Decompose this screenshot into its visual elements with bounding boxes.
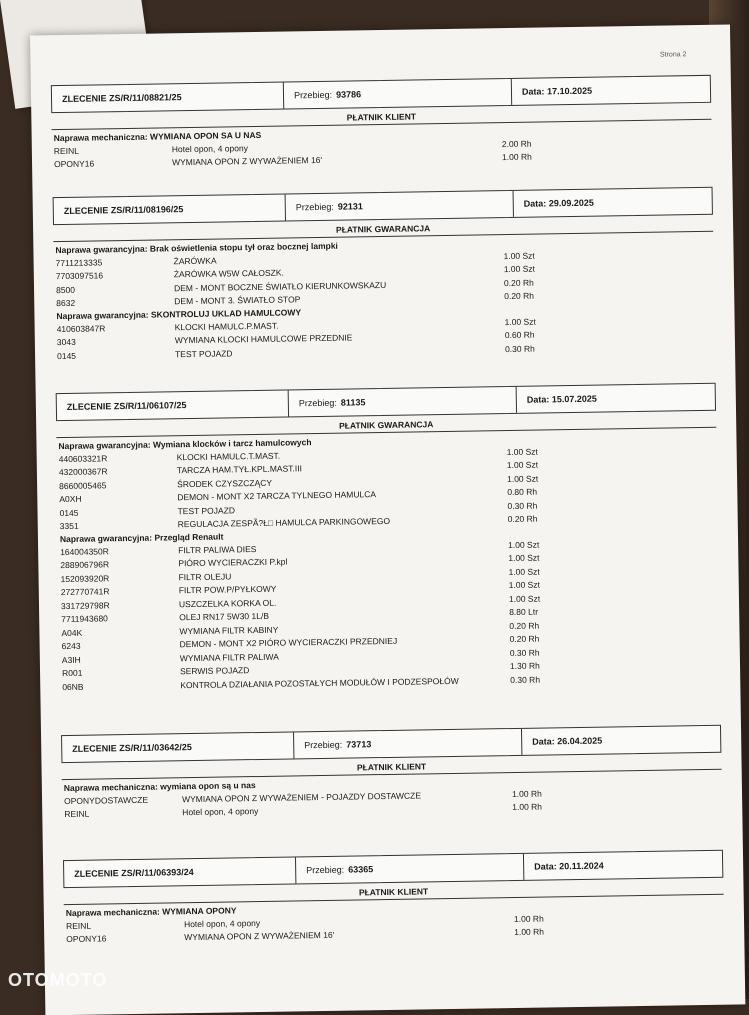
item-code: 272770741R	[60, 586, 110, 598]
item-quantity: 0.20 Rh	[509, 620, 540, 631]
repair-title: Naprawa mechaniczna: WYMIANA OPONY	[65, 905, 237, 919]
item-quantity: 0.60 Rh	[504, 329, 535, 341]
payer-label: PŁATNIK GWARANCJA	[53, 215, 713, 242]
mileage-value: 92131	[337, 201, 363, 212]
item-description: WYMIANA FILTR PALIWA	[179, 651, 279, 663]
item-code: 152093920R	[60, 573, 110, 584]
item-code: 410603847R	[56, 323, 106, 334]
item-description: FILTR OLEJU	[178, 571, 232, 582]
item-code: 8500	[55, 284, 76, 295]
item-code: A04K	[61, 627, 83, 638]
item-description: WYMIANA FILTR KABINY	[179, 624, 279, 636]
mileage-value: 63365	[348, 864, 374, 875]
item-description: KONTROLA DZIAŁANIA POZOSTAŁYCH MODUŁÓW I PODZESPOŁÓW	[180, 675, 459, 690]
item-description: KLOCKI HAMULC.T.MAST.	[176, 450, 281, 462]
item-quantity: 0.30 Rh	[507, 500, 538, 511]
item-description: WYMIANA OPON Z WYWAŻENIEM - POJAZDY DOSTAWCZE	[181, 790, 422, 804]
item-quantity: 1.00 Szt	[503, 250, 535, 261]
order-section	[53, 187, 716, 363]
item-quantity: 1.00 Szt	[506, 446, 538, 457]
item-quantity: 8.80 Ltr	[509, 606, 539, 618]
date-value: 29.09.2025	[548, 197, 594, 209]
mileage-value: 81135	[340, 397, 366, 408]
mileage-label: Przebieg:	[304, 739, 343, 751]
item-code: 7703097516	[55, 270, 104, 282]
item-description: SERWIS POJAZD	[179, 665, 250, 677]
item-description: DEM - MONT 3. ŚWIATŁO STOP	[174, 294, 301, 307]
date-label: Data:	[523, 198, 547, 209]
item-description: ŚRODEK CZYSZCZĄCY	[177, 477, 273, 489]
item-code: 164004350R	[60, 546, 109, 557]
item-quantity: 1.00 Szt	[504, 316, 536, 327]
item-quantity: 0.30 Rh	[510, 674, 541, 685]
date-label: Data:	[521, 86, 545, 97]
item-description: DEMON - MONT X2 TARCZA TYLNEGO HAMULCA	[177, 489, 377, 503]
payer-label: PŁATNIK KLIENT	[61, 753, 721, 780]
repair-title: Naprawa gwarancyjna: Przegląd Renault	[59, 531, 224, 545]
document-page	[30, 25, 745, 1015]
item-code: 7711213335	[55, 257, 103, 268]
date	[514, 188, 712, 217]
item-description: WYMIANA OPON Z WYWAŻENIEM 16'	[184, 930, 335, 943]
item-description: ŻARÓWKA W5W CAŁOSZK.	[173, 267, 284, 280]
item-code: 06NB	[62, 681, 84, 692]
item-description: DEM - MONT BOCZNE ŚWIATŁO KIERUNKOWSKAZU	[173, 279, 387, 294]
item-description: FILTR PALIWA DIES	[178, 543, 257, 555]
item-code: 7711943680	[61, 613, 108, 625]
date-label: Data:	[526, 394, 550, 405]
item-code: 8660005465	[59, 480, 107, 491]
payer-label: PŁATNIK KLIENT	[63, 878, 723, 905]
item-code: REINL	[65, 920, 92, 931]
item-description: Hotel opon, 4 opony	[182, 806, 259, 818]
order-number: ZLECENIE ZS/R/11/06393/24	[64, 857, 296, 887]
item-code: R001	[61, 668, 83, 679]
order-section	[56, 383, 721, 694]
order-section	[61, 725, 722, 821]
item-description: Hotel opon, 4 opony	[183, 917, 261, 929]
item-code: 6243	[61, 641, 81, 652]
date	[512, 76, 710, 105]
item-description: REGULACJA ZESPÃ?Ł□ HAMULCA PARKINGOWEGO	[177, 516, 391, 530]
item-quantity: 1.00 Szt	[508, 566, 540, 577]
mileage-label: Przebieg:	[306, 864, 345, 876]
item-code: 3351	[59, 521, 79, 532]
date-label: Data:	[534, 861, 557, 872]
order-section	[63, 850, 724, 946]
item-code: 8632	[56, 298, 76, 309]
item-code: 0145	[59, 507, 79, 518]
date-value: 26.04.2025	[557, 735, 603, 747]
item-code: 3043	[56, 337, 76, 348]
item-quantity: 1.00 Rh	[501, 151, 532, 163]
item-code: A3IH	[61, 654, 81, 665]
repair-title: Naprawa mechaniczna: WYMIANA OPON SA U NAS	[53, 129, 262, 144]
item-description: WYMIANA OPON Z WYWAŻENIEM 16'	[171, 155, 323, 168]
order-number: ZLECENIE ZS/R/11/03642/25	[62, 732, 294, 762]
item-quantity: 1.00 Szt	[508, 579, 541, 591]
order-number: ZLECENIE ZS/R/11/06107/25	[57, 390, 289, 420]
mileage-label: Przebieg:	[293, 89, 333, 101]
item-quantity: 1.00 Szt	[506, 473, 539, 484]
item-quantity: 1.00 Szt	[506, 459, 539, 471]
mileage	[296, 854, 524, 884]
repair-title: Naprawa mechaniczna: wymiana opon są u nas	[63, 780, 256, 794]
date	[524, 851, 722, 880]
item-description: KLOCKI HAMULC.P.MAST.	[174, 320, 279, 333]
item-description: TARCZA HAM.TYŁ.KPL.MAST.III	[176, 463, 302, 476]
date-value: 15.07.2025	[551, 393, 597, 405]
date	[517, 384, 715, 413]
item-quantity: 0.80 Rh	[507, 486, 538, 498]
mileage-label: Przebieg:	[295, 201, 334, 213]
item-code: 288906796R	[60, 559, 110, 571]
date-value: 17.10.2025	[546, 85, 593, 97]
mileage-value: 73713	[346, 739, 372, 750]
item-code: 0145	[57, 350, 77, 361]
watermark: OTOMOTO	[8, 970, 108, 990]
item-quantity: 1.00 Szt	[508, 552, 540, 564]
order-number: ZLECENIE ZS/R/11/08821/25	[52, 83, 284, 113]
item-quantity: 0.20 Rh	[504, 290, 535, 302]
item-description: TEST POJAZD	[174, 348, 233, 360]
item-description: OLEJ RN17 5W30 1L/B	[179, 611, 270, 623]
payer-label: PŁATNIK KLIENT	[51, 103, 711, 130]
order-section	[51, 75, 712, 171]
item-code: OPONY16	[66, 933, 107, 945]
item-quantity: 0.30 Rh	[504, 343, 535, 354]
item-quantity: 1.00 Szt	[503, 263, 536, 275]
item-description: FILTR POW.P/PYŁKOWY	[178, 583, 277, 596]
mileage	[289, 387, 517, 417]
date-label: Data:	[532, 736, 555, 747]
item-code: OPONY16	[53, 158, 95, 170]
order-number: ZLECENIE ZS/R/11/08196/25	[54, 195, 286, 225]
item-quantity: 2.00 Rh	[501, 138, 532, 149]
mileage	[294, 729, 522, 759]
item-quantity: 1.00 Rh	[514, 926, 545, 938]
item-code: 432000367R	[58, 466, 108, 478]
date-value: 20.11.2024	[559, 860, 604, 872]
item-description: WYMIANA KLOCKI HAMULCOWE PRZEDNIE	[174, 332, 353, 346]
item-code: A0XH	[59, 493, 82, 505]
item-description: Hotel opon, 4 opony	[171, 142, 249, 155]
repair-title: Naprawa gwarancyjna: SKONTROLUJ UKLAD HAMULCOWY	[56, 307, 302, 322]
item-code: OPONYDOSTAWCZE	[63, 794, 149, 806]
payer-label: PŁATNIK GWARANCJA	[56, 411, 716, 438]
mileage-value: 93786	[335, 89, 362, 100]
item-code: 331729798R	[60, 600, 110, 611]
date	[522, 726, 720, 755]
item-code: 440603321R	[58, 453, 108, 464]
item-description: DEMON - MONT X2 PIÓRO WYCIERACZKI PRZEDNIEJ	[179, 636, 398, 650]
item-quantity: 1.00 Rh	[512, 801, 543, 813]
repair-title: Naprawa gwarancyjna: Brak oświetlenia stopu tył oraz bocznej lampki	[55, 240, 338, 256]
item-quantity: 1.00 Rh	[513, 913, 544, 924]
item-quantity: 1.00 Szt	[508, 539, 540, 550]
item-quantity: 0.20 Rh	[509, 633, 540, 645]
item-quantity: 0.20 Rh	[503, 277, 534, 288]
item-description: USZCZELKA KORKA OL.	[178, 597, 277, 609]
mileage	[284, 79, 512, 109]
mileage	[286, 191, 514, 221]
item-description: ŻARÓWKA	[173, 255, 217, 267]
mileage-label: Przebieg:	[298, 397, 337, 409]
item-code: REINL	[64, 808, 90, 820]
repair-title: Naprawa gwarancyjna: Wymiana klocków i tarcz hamulcowych	[58, 437, 312, 452]
item-quantity: 1.00 Szt	[508, 593, 541, 604]
item-description: TEST POJAZD	[177, 505, 236, 516]
item-quantity: 1.30 Rh	[509, 660, 540, 672]
page-number: Strona 2	[659, 51, 687, 59]
item-quantity: 0.20 Rh	[507, 513, 538, 525]
item-code: REINL	[53, 145, 79, 156]
item-quantity: 1.00 Rh	[511, 788, 542, 799]
item-quantity: 0.30 Rh	[509, 647, 540, 658]
item-description: PIÓRO WYCIERACZKI P.kpl	[178, 556, 288, 569]
